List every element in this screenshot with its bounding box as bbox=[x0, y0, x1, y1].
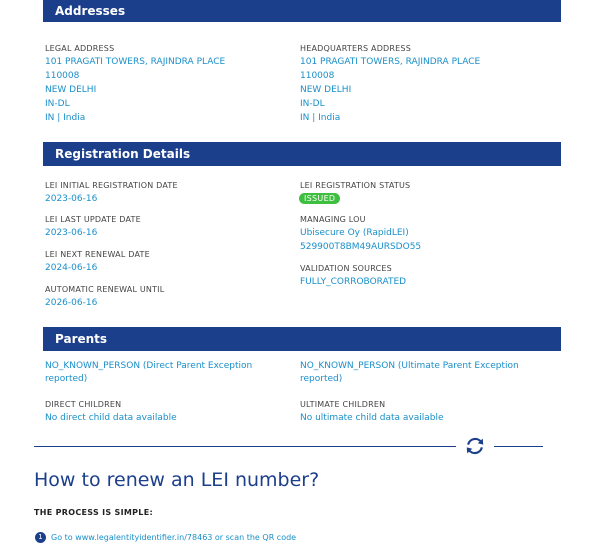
direct-parent-line2: reported) bbox=[45, 374, 88, 384]
status-badge: ISSUED bbox=[299, 193, 340, 204]
addresses-section-header bbox=[39, 0, 561, 22]
legal-address-city: NEW DELHI bbox=[45, 85, 97, 95]
last-update-value: 2023-06-16 bbox=[45, 228, 98, 238]
managing-lou-label: MANAGING LOU bbox=[300, 215, 366, 224]
validation-sources-label: VALIDATION SOURCES bbox=[300, 264, 392, 273]
legal-address-postcode: 110008 bbox=[45, 71, 80, 81]
legal-address-line1: 101 PRAGATI TOWERS, RAJINDRA PLACE bbox=[45, 57, 226, 67]
legal-address-region: IN-DL bbox=[45, 99, 70, 109]
ultimate-parent-line2: reported) bbox=[300, 374, 343, 384]
hq-address-city: NEW DELHI bbox=[300, 85, 352, 95]
parents-section-header bbox=[39, 327, 561, 351]
step-1-text[interactable]: Go to www.legalentityidentifier.in/78463 or scan the QR code bbox=[51, 533, 297, 542]
validation-sources-value: FULLY_CORROBORATED bbox=[300, 277, 407, 287]
legal-address-country: IN | India bbox=[45, 113, 86, 123]
managing-lou-name[interactable]: Ubisecure Oy (RapidLEI) bbox=[300, 228, 409, 238]
renew-cycle-icon bbox=[464, 435, 486, 457]
next-renewal-value: 2024-06-16 bbox=[45, 263, 98, 273]
parents-title: Parents bbox=[55, 332, 108, 346]
process-label: THE PROCESS IS SIMPLE: bbox=[34, 508, 153, 517]
direct-parent-line1: NO_KNOWN_PERSON (Direct Parent Exception bbox=[45, 361, 253, 371]
section-divider-right bbox=[494, 446, 543, 447]
hq-address-postcode: 110008 bbox=[300, 71, 335, 81]
last-update-label: LEI LAST UPDATE DATE bbox=[45, 215, 141, 224]
hq-address-region: IN-DL bbox=[300, 99, 325, 109]
ultimate-children-label: ULTIMATE CHILDREN bbox=[300, 400, 386, 409]
registration-section-header bbox=[39, 142, 561, 166]
section-divider-left bbox=[34, 446, 456, 447]
step-1-number: 1 bbox=[35, 532, 46, 543]
addresses-title: Addresses bbox=[55, 4, 126, 18]
renew-heading: How to renew an LEI number? bbox=[34, 469, 320, 491]
auto-renewal-label: AUTOMATIC RENEWAL UNTIL bbox=[45, 285, 165, 294]
hq-address-country: IN | India bbox=[300, 113, 341, 123]
hq-address-label: HEADQUARTERS ADDRESS bbox=[300, 44, 411, 53]
hq-address-line1: 101 PRAGATI TOWERS, RAJINDRA PLACE bbox=[300, 57, 481, 67]
initial-registration-label: LEI INITIAL REGISTRATION DATE bbox=[45, 181, 178, 190]
direct-children-value: No direct child data available bbox=[45, 413, 177, 423]
initial-registration-value: 2023-06-16 bbox=[45, 194, 98, 204]
next-renewal-label: LEI NEXT RENEWAL DATE bbox=[45, 250, 150, 259]
registration-title: Registration Details bbox=[55, 147, 191, 161]
ultimate-parent-line1: NO_KNOWN_PERSON (Ultimate Parent Exception bbox=[300, 361, 519, 371]
ultimate-children-value: No ultimate child data available bbox=[300, 413, 444, 423]
registration-status-label: LEI REGISTRATION STATUS bbox=[300, 181, 411, 190]
auto-renewal-value: 2026-06-16 bbox=[45, 298, 98, 308]
managing-lou-code[interactable]: 529900T8BM49AURSDO55 bbox=[300, 242, 422, 252]
legal-address-label: LEGAL ADDRESS bbox=[45, 44, 115, 53]
direct-children-label: DIRECT CHILDREN bbox=[45, 400, 122, 409]
